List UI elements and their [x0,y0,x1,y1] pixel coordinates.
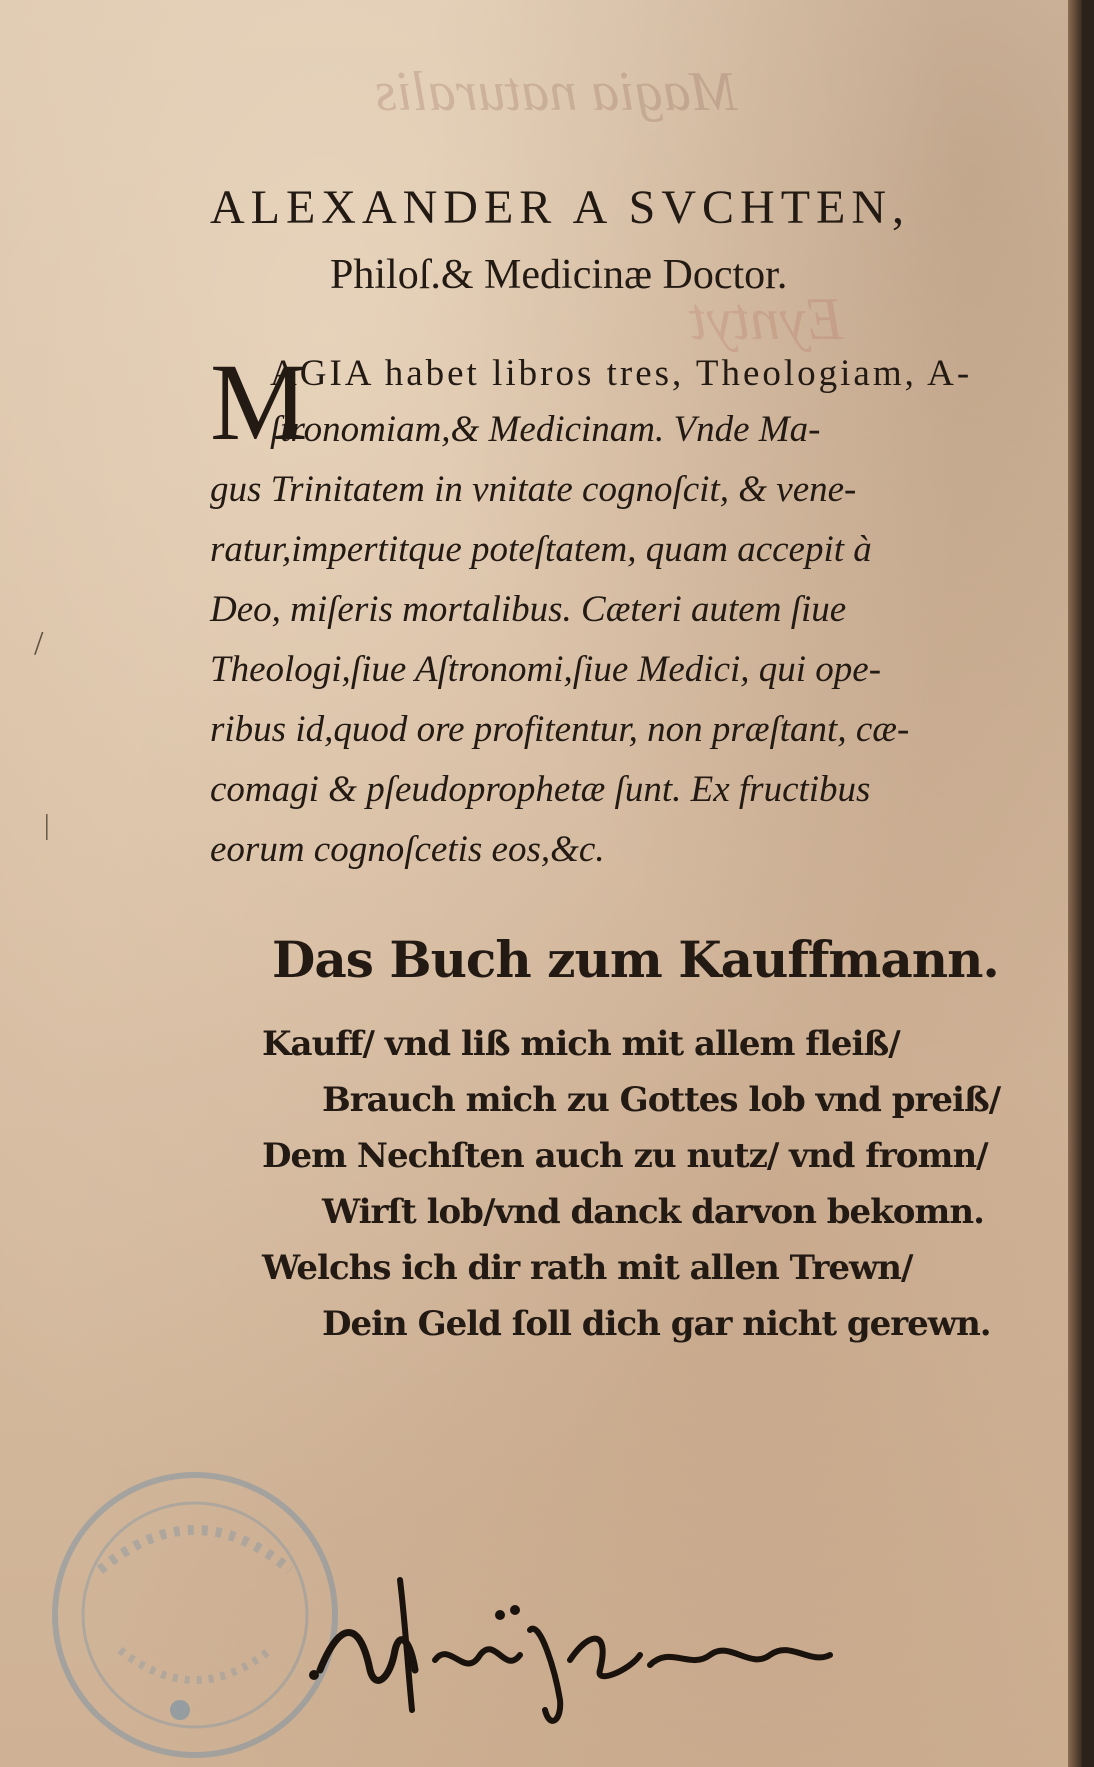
verse-line: Dem Nechſten auch zu nutz/ vnd fromn/ [262,1136,988,1176]
handwritten-signature-icon [300,1560,900,1740]
latin-line: ſtronomiam,& Medicinam. Vnde Ma- [270,409,821,450]
latin-line: Deo, miſeris mortalibus. Cæteri autem ſiue [210,589,847,630]
verse-line: Dein Geld ſoll dich gar nicht gerewn. [322,1304,991,1344]
verse-line: Wirſt lob/vnd danck darvon bekomn. [322,1192,984,1232]
latin-line: gus Trinitatem in vnitate cognoſcit, & vene- [210,469,857,510]
verse-line: Welchs ich dir rath mit allen Trewn/ [262,1248,913,1288]
author-title: Philoſ.& Medicinæ Doctor. [330,252,788,298]
margin-mark: / [34,625,44,662]
show-through-red-text: Eyntyt [690,286,844,352]
show-through-text: Magia naturalis [375,61,738,123]
margin-mark: | [44,810,50,841]
latin-line: eorum cognoſcetis eos,&c. [210,829,605,870]
latin-line: Theologi,ſiue Aſtronomi,ſiue Medici, qui ope- [210,649,882,690]
verse-line: Brauch mich zu Gottes lob vnd preiß/ [322,1080,1001,1120]
latin-line: ribus id,quod ore profitentur, non præſtant, cæ- [210,709,910,750]
author-name: ALEXANDER A SVCHTEN, [210,181,911,234]
latin-line: comagi & pſeudoprophetæ ſunt. Ex fructibus [210,769,871,810]
verse-line: Kauff/ vnd liß mich mit allem fleiß/ [262,1024,900,1064]
german-title: Das Buch zum Kauffmann. [272,930,999,989]
latin-line: AGIA habet libros tres, Theologiam, A- [270,353,973,394]
latin-line: ratur,impertitque poteſtatem, quam accepit à [210,529,872,570]
drop-cap: M [210,341,308,463]
page-edge [1068,0,1082,1767]
